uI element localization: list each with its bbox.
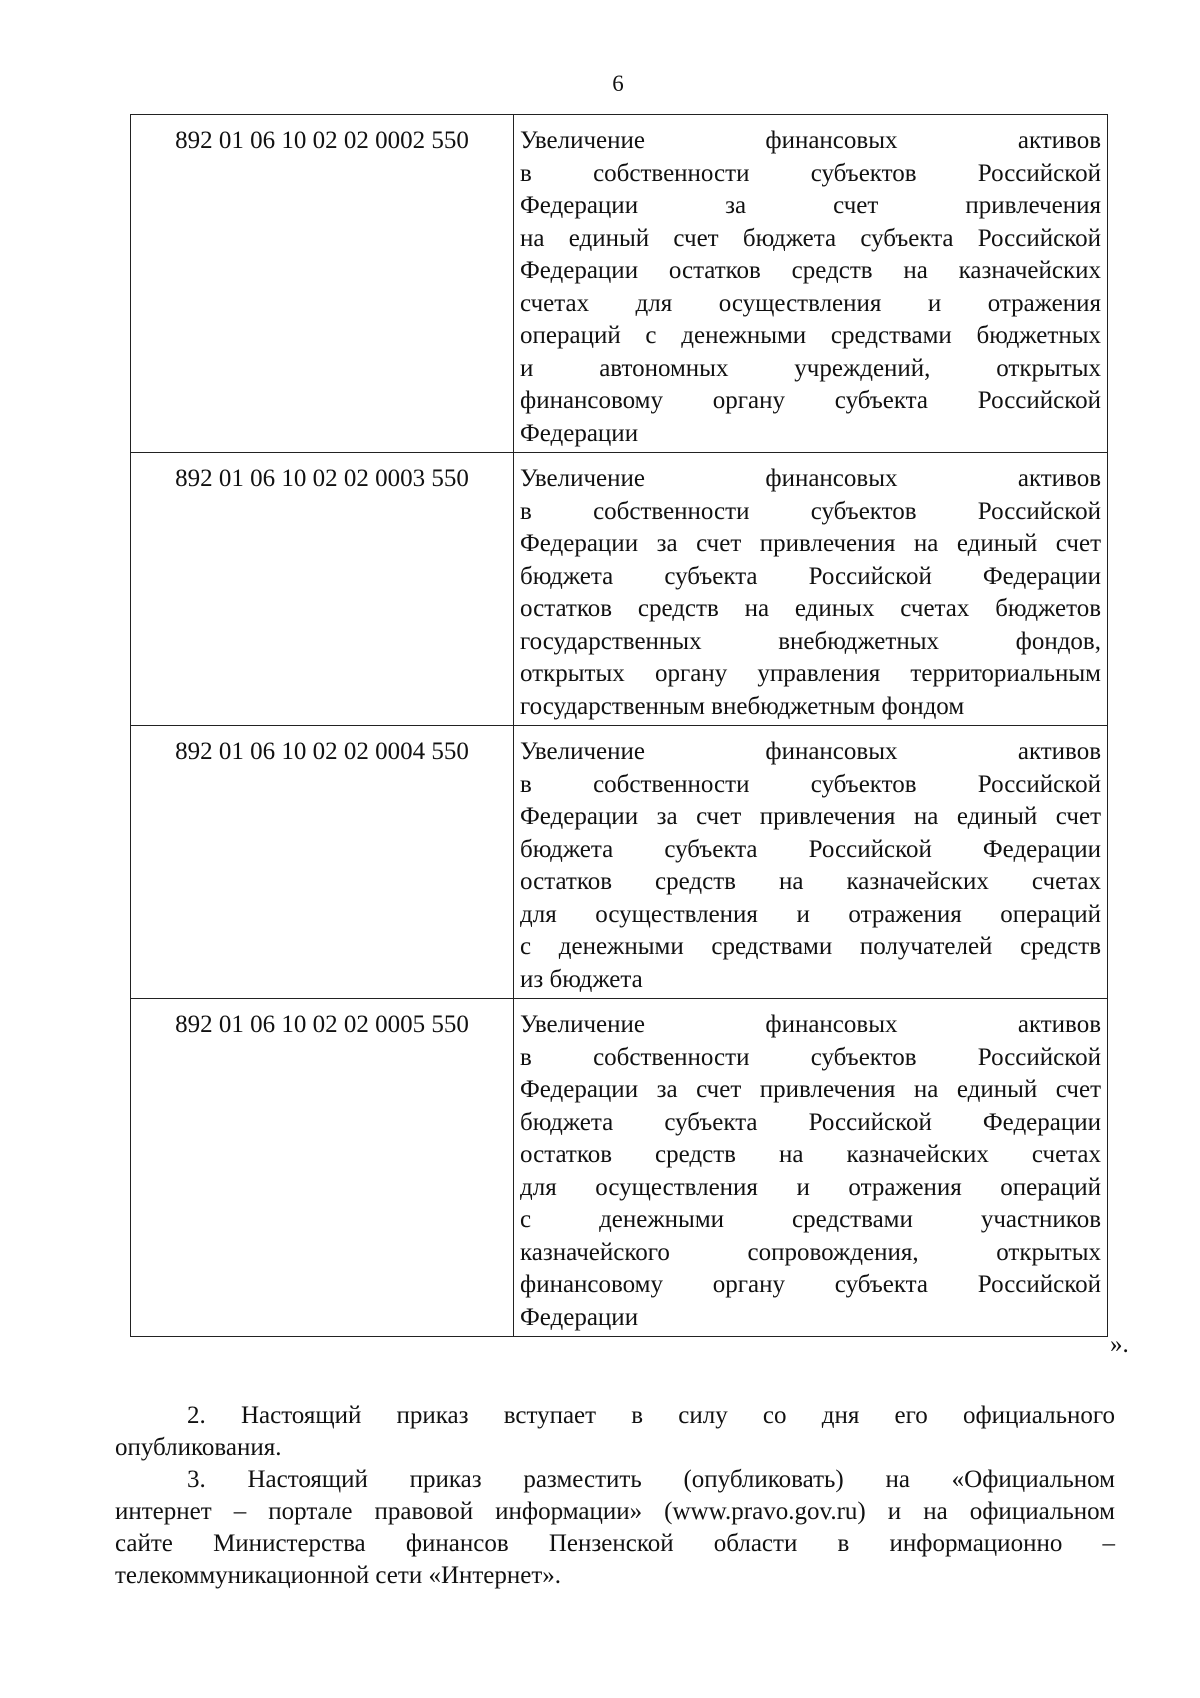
description-line: государственных внебюджетных фондов,	[520, 627, 1101, 655]
paragraph-line: опубликования.	[115, 1434, 282, 1461]
description-line: Федерации	[520, 419, 639, 447]
description-line: остатков средств на единых счетах бюджетов	[520, 595, 1101, 622]
description-line: государственным внебюджетным фондом	[520, 692, 965, 720]
page-number: 6	[612, 71, 624, 96]
description-line: Федерации за счет привлечения на единый счет	[520, 1076, 1101, 1103]
table-row	[131, 115, 1108, 453]
description-line: казначейского сопровождения, открытых	[520, 1238, 1101, 1266]
description-line: с денежными средствами получателей средств	[520, 933, 1101, 960]
paragraph-line: сайте Министерства финансов Пензенской области в информационно –	[115, 1530, 1115, 1557]
table-row	[131, 453, 1108, 726]
description-line: Федерации остатков средств на казначейских	[520, 257, 1101, 284]
description-line: Увеличение финансовых активов	[520, 738, 1101, 765]
description-line: финансовому органу субъекта Российской	[520, 387, 1101, 414]
description-line: на единый счет бюджета субъекта Российской	[520, 224, 1101, 252]
description-line: остатков средств на казначейских счетах	[520, 1141, 1101, 1168]
description-line: Федерации за счет привлечения на единый счет	[520, 530, 1101, 557]
description-line: операций с денежными средствами бюджетных	[520, 322, 1101, 349]
budget-code-cell: 892 01 06 10 02 02 0002 550	[131, 115, 514, 453]
description-line: открытых органу управления территориальным	[520, 660, 1101, 687]
table-row	[131, 999, 1108, 1337]
paragraph-line: телекоммуникационной сети «Интернет».	[115, 1562, 562, 1589]
description-line: Увеличение финансовых активов	[520, 1011, 1101, 1038]
budget-codes-table	[130, 114, 1108, 1337]
description-line: в собственности субъектов Российской	[520, 497, 1101, 525]
description-line: бюджета субъекта Российской Федерации	[520, 562, 1101, 590]
description-line: счетах для осуществления и отражения	[520, 289, 1101, 317]
description-line: для осуществления и отражения операций	[520, 900, 1101, 928]
description-line: бюджета субъекта Российской Федерации	[520, 835, 1101, 863]
description-line: Федерации за счет привлечения	[520, 192, 1101, 219]
description-cell	[514, 115, 1108, 453]
paragraph-effective-date	[115, 1400, 1115, 1464]
description-line: Федерации	[520, 1303, 639, 1331]
description-line: для осуществления и отражения операций	[520, 1173, 1101, 1201]
paragraph-line: интернет – портале правовой информации» (www.pravo.gov.ru) и на официальном	[115, 1498, 1115, 1525]
description-line: Увеличение финансовых активов	[520, 465, 1101, 492]
closing-quote: ».	[1110, 1331, 1129, 1358]
description-line: Федерации за счет привлечения на единый счет	[520, 803, 1101, 830]
description-line: остатков средств на казначейских счетах	[520, 868, 1101, 895]
description-cell	[514, 726, 1108, 999]
paragraph-line: 2. Настоящий приказ вступает в силу со дня его официального	[187, 1402, 1115, 1429]
description-line: с денежными средствами участников	[520, 1206, 1101, 1233]
description-cell	[514, 453, 1108, 726]
description-line: в собственности субъектов Российской	[520, 770, 1101, 798]
paragraph-line: 3. Настоящий приказ разместить (опубликовать) на «Официальном	[187, 1466, 1115, 1493]
description-line: финансовому органу субъекта Российской	[520, 1271, 1101, 1298]
description-line: в собственности субъектов Российской	[520, 1043, 1101, 1071]
table-row	[131, 726, 1108, 999]
description-line: Увеличение финансовых активов	[520, 127, 1101, 154]
budget-code-cell: 892 01 06 10 02 02 0004 550	[131, 726, 514, 999]
paragraph-publication	[115, 1464, 1115, 1592]
description-line: в собственности субъектов Российской	[520, 159, 1101, 187]
budget-code-cell: 892 01 06 10 02 02 0005 550	[131, 999, 514, 1337]
description-line: из бюджета	[520, 965, 643, 993]
description-line: и автономных учреждений, открытых	[520, 354, 1101, 382]
budget-code-cell: 892 01 06 10 02 02 0003 550	[131, 453, 514, 726]
description-cell	[514, 999, 1108, 1337]
description-line: бюджета субъекта Российской Федерации	[520, 1108, 1101, 1136]
